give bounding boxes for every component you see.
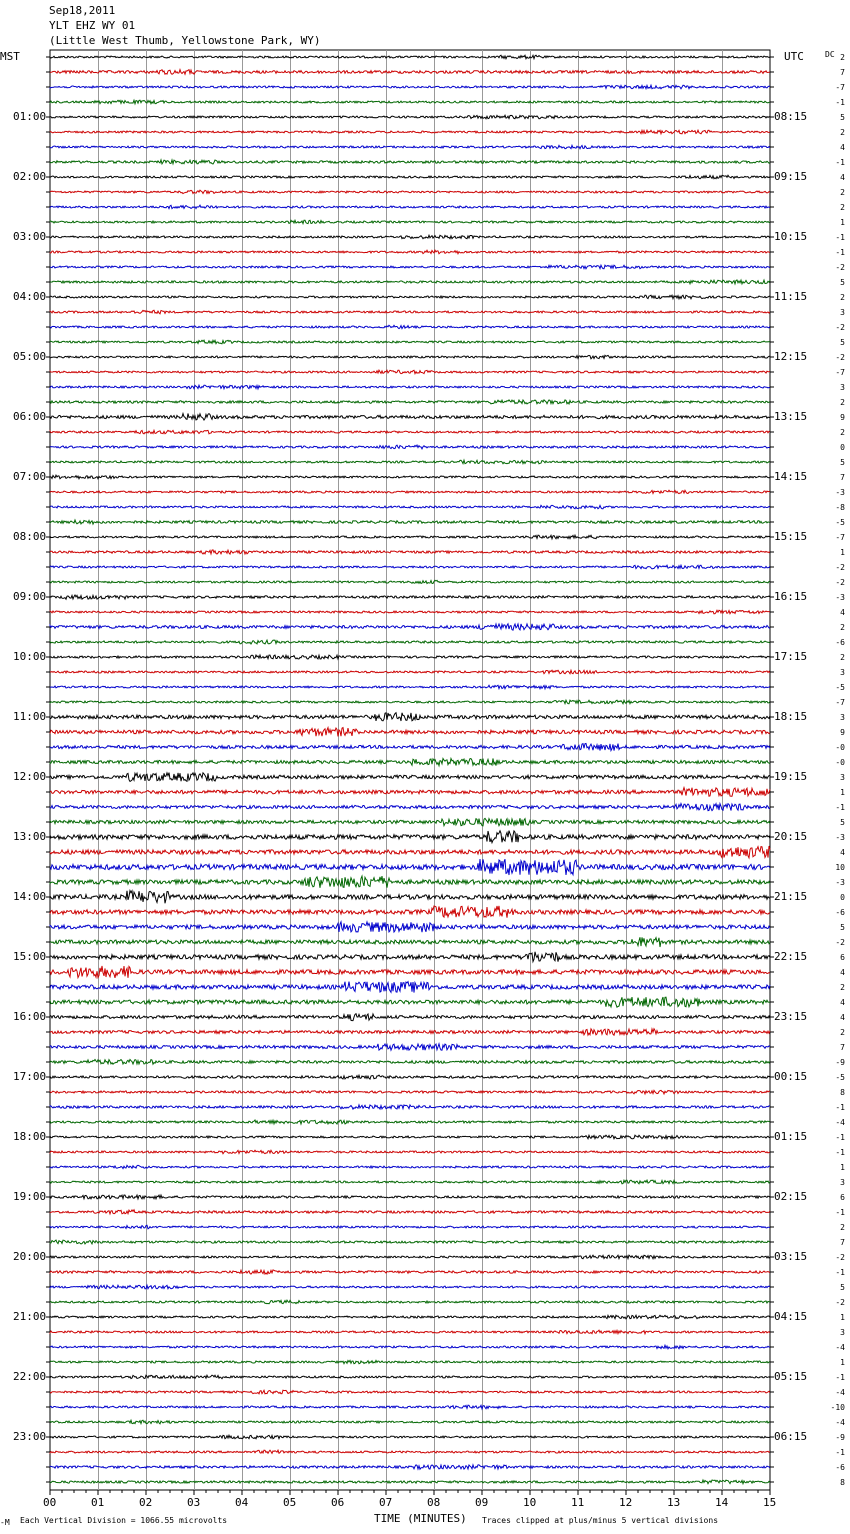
dc-offset-label: -8	[835, 503, 845, 512]
dc-offset-label: -6	[835, 638, 845, 647]
x-tick-label: 00	[43, 1496, 57, 1509]
seismic-trace	[50, 891, 770, 904]
right-hour-label: 17:15	[774, 650, 808, 663]
dc-offset-label: -2	[835, 323, 845, 332]
x-tick-label: 01	[91, 1496, 105, 1509]
right-hour-label: 01:15	[774, 1130, 808, 1143]
dc-offset-label: -2	[835, 563, 845, 572]
x-tick-label: 10	[523, 1496, 537, 1509]
left-hour-label: 11:00	[13, 710, 47, 723]
right-hour-label: 15:15	[774, 530, 808, 543]
dc-offset-label: 9	[840, 728, 845, 737]
dc-offset-label: 7	[840, 1043, 845, 1052]
seismic-trace	[50, 475, 770, 479]
left-hour-label: 07:00	[13, 470, 47, 483]
seismic-trace	[50, 550, 770, 554]
seismic-trace	[50, 1165, 770, 1168]
dc-offset-label: 6	[840, 1193, 845, 1202]
seismic-trace	[50, 565, 770, 569]
right-hour-label: 22:15	[774, 950, 808, 963]
x-tick-label: 06	[331, 1496, 345, 1509]
dc-offset-label: -9	[835, 1433, 845, 1442]
seismic-trace	[50, 1044, 770, 1050]
dc-offset-label: 4	[840, 608, 845, 617]
seismic-trace	[50, 1270, 770, 1274]
seismic-trace	[50, 982, 770, 993]
seismic-trace	[50, 1450, 770, 1453]
dc-offset-label: -1	[835, 1373, 845, 1382]
left-hour-label: 06:00	[13, 410, 47, 423]
seismic-trace	[50, 1435, 770, 1438]
dc-offset-label: -1	[835, 98, 845, 107]
seismic-trace	[50, 906, 770, 918]
dc-offset-label: 3	[840, 773, 845, 782]
right-hour-label: 00:15	[774, 1070, 808, 1083]
header-date: Sep18,2011	[49, 4, 116, 17]
left-hour-label: 23:00	[13, 1430, 47, 1443]
left-hour-label: 18:00	[13, 1130, 47, 1143]
vertical-division-note: Each Vertical Division = 1066.55 microvolts	[20, 1516, 228, 1525]
dc-offset-label: 5	[840, 338, 845, 347]
right-hour-label: 13:15	[774, 410, 808, 423]
left-hour-label: 12:00	[13, 770, 47, 783]
dc-offset-label: -1	[835, 248, 845, 257]
dc-offset-label: -2	[835, 578, 845, 587]
seismic-trace	[50, 759, 770, 766]
dc-offset-label: 0	[840, 443, 845, 452]
dc-offset-label: -3	[835, 593, 845, 602]
corner-mark: -M	[0, 1518, 10, 1527]
dc-offset-label: 3	[840, 308, 845, 317]
seismic-trace	[50, 235, 770, 238]
dc-offset-label: -6	[835, 908, 845, 917]
dc-offset-label: 5	[840, 458, 845, 467]
dc-offset-label: 1	[840, 1163, 845, 1172]
seismic-trace	[50, 1285, 770, 1289]
seismic-trace	[50, 655, 770, 659]
right-hour-label: 14:15	[774, 470, 808, 483]
x-tick-label: 04	[235, 1496, 249, 1509]
seismic-trace	[50, 1240, 770, 1244]
dc-offset-label: -5	[835, 683, 845, 692]
left-hour-label: 08:00	[13, 530, 47, 543]
dc-offset-label: 2	[840, 1223, 845, 1232]
right-hour-label: 16:15	[774, 590, 808, 603]
dc-offset-label: -4	[835, 1118, 845, 1127]
x-tick-label: 12	[619, 1496, 633, 1509]
seismic-trace	[50, 1195, 770, 1199]
seismic-trace	[50, 966, 770, 978]
seismic-trace	[50, 1480, 770, 1484]
right-axis-title: UTC	[784, 50, 804, 63]
dc-offset-label: 2	[840, 623, 845, 632]
seismic-trace	[50, 385, 770, 389]
seismic-trace	[50, 595, 770, 599]
dc-offset-label: -1	[835, 1208, 845, 1217]
dc-offset-label: -7	[835, 698, 845, 707]
seismic-trace	[50, 1300, 770, 1304]
seismic-trace	[50, 788, 770, 797]
seismic-trace	[50, 1090, 770, 1094]
seismic-trace	[50, 1150, 770, 1153]
left-hour-label: 09:00	[13, 590, 47, 603]
seismic-trace	[50, 70, 770, 75]
left-hour-label: 14:00	[13, 890, 47, 903]
seismic-trace	[50, 1360, 770, 1363]
seismic-trace	[50, 1255, 770, 1259]
dc-offset-label: 2	[840, 983, 845, 992]
seismic-trace	[50, 100, 770, 104]
seismic-trace	[50, 55, 770, 59]
dc-offset-label: 0	[840, 893, 845, 902]
dc-offset-label: 2	[840, 53, 845, 62]
x-tick-label: 09	[475, 1496, 489, 1509]
dc-offset-label: 4	[840, 848, 845, 857]
seismic-trace	[50, 1390, 770, 1394]
seismic-trace	[50, 859, 770, 875]
dc-offset-label: 2	[840, 428, 845, 437]
seismic-trace	[50, 520, 770, 524]
seismic-trace	[50, 804, 770, 811]
dc-offset-label: 6	[840, 953, 845, 962]
dc-offset-label: 1	[840, 548, 845, 557]
dc-offset-label: 1	[840, 1358, 845, 1367]
dc-offset-label: -0	[835, 758, 845, 767]
left-axis-title: MST	[0, 50, 20, 63]
x-tick-label: 02	[139, 1496, 153, 1509]
seismic-trace	[50, 460, 770, 464]
dc-offset-label: 2	[840, 128, 845, 137]
left-hour-label: 19:00	[13, 1190, 47, 1203]
left-hour-label: 16:00	[13, 1010, 47, 1023]
dc-offset-label: -7	[835, 368, 845, 377]
seismic-trace	[50, 831, 770, 843]
seismic-trace	[50, 1075, 770, 1079]
dc-offset-label: 4	[840, 143, 845, 152]
x-tick-label: 15	[763, 1496, 777, 1509]
dc-offset-label: 4	[840, 173, 845, 182]
seismic-trace	[50, 700, 770, 704]
seismic-trace	[50, 1105, 770, 1109]
dc-offset-label: 4	[840, 968, 845, 977]
dc-offset-label: -3	[835, 833, 845, 842]
header-station: YLT EHZ WY 01	[49, 19, 136, 32]
dc-offset-label: 3	[840, 668, 845, 677]
dc-offset-label: -1	[835, 1103, 845, 1112]
dc-offset-label: 5	[840, 113, 845, 122]
left-hour-label: 15:00	[13, 950, 47, 963]
clip-note: Traces clipped at plus/minus 5 vertical divisions	[482, 1516, 719, 1525]
seismic-trace	[50, 85, 770, 89]
seismic-trace	[50, 355, 770, 359]
seismic-trace	[50, 846, 770, 858]
header-location: (Little West Thumb, Yellowstone Park, WY)	[49, 34, 321, 47]
seismic-trace	[50, 115, 770, 118]
seismic-trace	[50, 640, 770, 644]
seismic-trace	[50, 728, 770, 737]
seismic-trace	[50, 280, 770, 284]
dc-offset-label: 1	[840, 1313, 845, 1322]
dc-offset-label: 8	[840, 1478, 845, 1487]
right-hour-label: 03:15	[774, 1250, 808, 1263]
seismic-trace	[50, 370, 770, 373]
seismic-trace	[50, 937, 770, 947]
dc-offset-label: -1	[835, 233, 845, 242]
seismic-trace	[50, 400, 770, 404]
dc-offset-label: 9	[840, 413, 845, 422]
x-tick-label: 03	[187, 1496, 201, 1509]
dc-offset-label: 3	[840, 1328, 845, 1337]
seismic-trace	[50, 1405, 770, 1409]
dc-offset-label: -3	[835, 488, 845, 497]
left-hour-label: 05:00	[13, 350, 47, 363]
right-hour-label: 04:15	[774, 1310, 808, 1323]
seismic-trace	[50, 1465, 770, 1469]
dc-offset-label: -2	[835, 353, 845, 362]
dc-offset-label: -4	[835, 1343, 845, 1352]
seismic-trace	[50, 670, 770, 674]
seismic-trace	[50, 1375, 770, 1379]
dc-offset-label: 10	[835, 863, 845, 872]
left-hour-label: 22:00	[13, 1370, 47, 1383]
right-hour-label: 12:15	[774, 350, 808, 363]
right-hour-label: 19:15	[774, 770, 808, 783]
dc-offset-label: 5	[840, 818, 845, 827]
seismic-trace	[50, 997, 770, 1007]
dc-offset-label: 5	[840, 278, 845, 287]
right-hour-label: 10:15	[774, 230, 808, 243]
seismic-trace	[50, 580, 770, 583]
seismic-trace	[50, 1210, 770, 1214]
x-tick-label: 14	[715, 1496, 729, 1509]
seismic-trace	[50, 1330, 770, 1334]
dc-offset-label: -1	[835, 1268, 845, 1277]
x-tick-label: 05	[283, 1496, 297, 1509]
dc-offset-label: -1	[835, 1133, 845, 1142]
dc-offset-label: 8	[840, 1088, 845, 1097]
left-hour-label: 17:00	[13, 1070, 47, 1083]
dc-offset-label: 2	[840, 398, 845, 407]
right-hour-label: 05:15	[774, 1370, 808, 1383]
dc-offset-label: -3	[835, 878, 845, 887]
dc-offset-label: 3	[840, 1178, 845, 1187]
dc-offset-label: -4	[835, 1388, 845, 1397]
x-tick-label: 08	[427, 1496, 441, 1509]
seismic-trace	[50, 220, 770, 223]
dc-offset-label: -2	[835, 263, 845, 272]
seismic-trace	[50, 1420, 770, 1424]
seismic-trace	[50, 295, 770, 299]
dc-offset-label: 5	[840, 923, 845, 932]
seismic-trace	[50, 952, 770, 962]
seismic-trace	[50, 535, 770, 539]
dc-offset-label: 2	[840, 1028, 845, 1037]
x-tick-label: 13	[667, 1496, 681, 1509]
right-hour-label: 06:15	[774, 1430, 808, 1443]
left-hour-label: 01:00	[13, 110, 47, 123]
left-hour-label: 04:00	[13, 290, 47, 303]
right-hour-label: 08:15	[774, 110, 808, 123]
dc-offset-label: 2	[840, 293, 845, 302]
seismic-trace	[50, 160, 770, 164]
dc-offset-label: 3	[840, 383, 845, 392]
seismic-trace	[50, 818, 770, 826]
left-hour-label: 02:00	[13, 170, 47, 183]
seismic-trace	[50, 1120, 770, 1124]
seismic-trace	[50, 190, 770, 193]
seismic-trace	[50, 414, 770, 421]
dc-offset-label: 1	[840, 788, 845, 797]
dc-offset-label: -1	[835, 158, 845, 167]
right-hour-label: 21:15	[774, 890, 808, 903]
x-tick-label: 11	[571, 1496, 585, 1509]
seismic-trace	[50, 250, 770, 254]
dc-offset-label: -9	[835, 1058, 845, 1067]
seismic-trace	[50, 310, 770, 314]
right-hour-label: 20:15	[774, 830, 808, 843]
dc-offset-label: -2	[835, 1253, 845, 1262]
dc-offset-label: -1	[835, 803, 845, 812]
left-hour-label: 10:00	[13, 650, 47, 663]
left-hour-label: 13:00	[13, 830, 47, 843]
dc-offset-label: -1	[835, 1448, 845, 1457]
seismic-trace	[50, 876, 770, 888]
dc-offset-label: 2	[840, 203, 845, 212]
seismic-trace	[50, 1060, 770, 1065]
seismic-trace	[50, 1225, 770, 1229]
seismic-trace	[50, 624, 770, 630]
left-hour-label: 21:00	[13, 1310, 47, 1323]
seismic-trace	[50, 922, 770, 932]
dc-offset-label: -4	[835, 1418, 845, 1427]
right-hour-label: 02:15	[774, 1190, 808, 1203]
seismic-trace	[50, 1315, 770, 1319]
left-hour-label: 20:00	[13, 1250, 47, 1263]
dc-offset-label: -5	[835, 1073, 845, 1082]
dc-offset-label: 7	[840, 68, 845, 77]
seismic-trace	[50, 175, 770, 179]
seismic-trace	[50, 205, 770, 208]
dc-offset-label: 1	[840, 218, 845, 227]
dc-offset-label: -6	[835, 1463, 845, 1472]
seismic-trace	[50, 713, 770, 721]
right-hour-label: 18:15	[774, 710, 808, 723]
dc-offset-label: 7	[840, 473, 845, 482]
seismic-trace	[50, 445, 770, 449]
seismic-trace	[50, 505, 770, 509]
seismic-trace	[50, 1029, 770, 1035]
seismic-trace	[50, 610, 770, 614]
dc-offset-label: -2	[835, 938, 845, 947]
x-axis-label: TIME (MINUTES)	[374, 1512, 467, 1525]
dc-offset-label: 7	[840, 1238, 845, 1247]
seismic-trace	[50, 145, 770, 148]
dc-offset-label: -0	[835, 743, 845, 752]
dc-offset-label: -2	[835, 1298, 845, 1307]
seismic-trace	[50, 340, 770, 344]
seismic-trace	[50, 1135, 770, 1139]
dc-offset-label: -5	[835, 518, 845, 527]
dc-offset-label: 3	[840, 713, 845, 722]
seismic-trace	[50, 773, 770, 782]
seismic-trace	[50, 265, 770, 269]
dc-offset-label: 2	[840, 188, 845, 197]
seismic-trace	[50, 1345, 770, 1349]
seismic-trace	[50, 744, 770, 751]
x-tick-label: 07	[379, 1496, 393, 1509]
right-hour-label: 11:15	[774, 290, 808, 303]
right-hour-label: 09:15	[774, 170, 808, 183]
seismic-trace	[50, 685, 770, 688]
seismic-trace	[50, 1014, 770, 1021]
seismic-trace	[50, 325, 770, 328]
dc-offset-label: -10	[830, 1403, 845, 1412]
dc-offset-label: 2	[840, 653, 845, 662]
dc-offset-label: 4	[840, 1013, 845, 1022]
dc-offset-label: -7	[835, 533, 845, 542]
seismic-trace	[50, 490, 770, 493]
left-hour-label: 03:00	[13, 230, 47, 243]
right-hour-label: 23:15	[774, 1010, 808, 1023]
dc-offset-label: 4	[840, 998, 845, 1007]
dc-offset-label: -7	[835, 83, 845, 92]
seismic-trace	[50, 130, 770, 134]
dc-title: DC	[825, 50, 835, 59]
dc-offset-label: 5	[840, 1283, 845, 1292]
seismic-trace	[50, 430, 770, 433]
seismic-trace	[50, 1180, 770, 1184]
dc-offset-label: -1	[835, 1148, 845, 1157]
